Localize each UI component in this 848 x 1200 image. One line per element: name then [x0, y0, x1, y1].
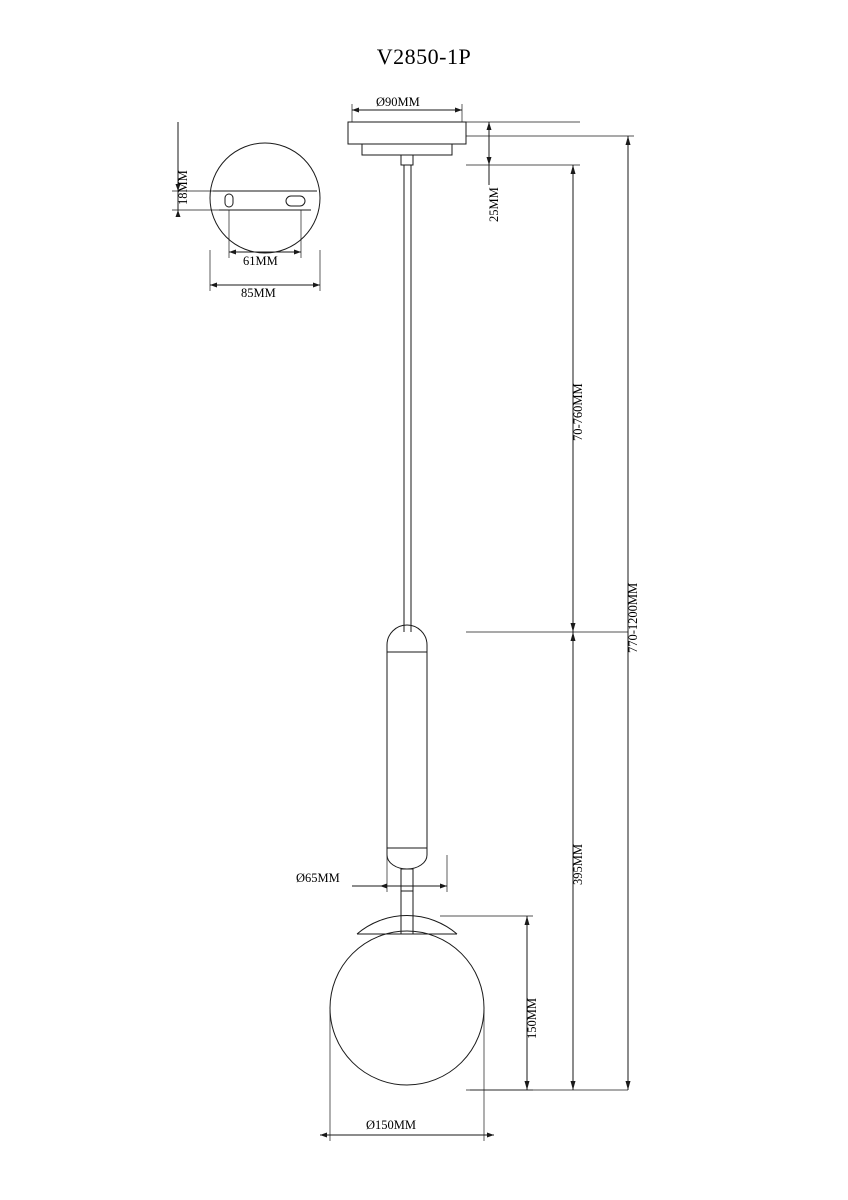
dimension-395mm — [466, 632, 628, 1090]
label-150mm: 150MM — [525, 998, 539, 1039]
label-25mm: 25MM — [487, 187, 501, 222]
pendant-lamp-front-view — [330, 122, 484, 1085]
dimension-61mm — [229, 210, 301, 258]
label-85mm: 85MM — [241, 286, 276, 300]
dimension-25mm — [466, 122, 580, 185]
label-61mm: 61MM — [243, 254, 278, 268]
label-d150mm: Ø150MM — [366, 1118, 417, 1132]
label-18mm: 18MM — [176, 170, 190, 205]
dimension-d65mm — [352, 855, 447, 892]
dimension-150mm-height — [440, 916, 533, 1090]
drawing-title: V2850-1P — [376, 44, 472, 69]
label-70-760mm: 70-760MM — [571, 383, 585, 441]
dimension-70-760mm — [466, 165, 628, 632]
ceiling-plate-top-view — [210, 143, 320, 253]
label-395mm: 395MM — [571, 844, 585, 885]
label-d90mm: Ø90MM — [376, 95, 420, 109]
label-d65mm: Ø65MM — [296, 871, 340, 885]
label-770-1200mm: 770-1200MM — [626, 582, 640, 653]
dimension-770-1200mm — [466, 136, 634, 1090]
